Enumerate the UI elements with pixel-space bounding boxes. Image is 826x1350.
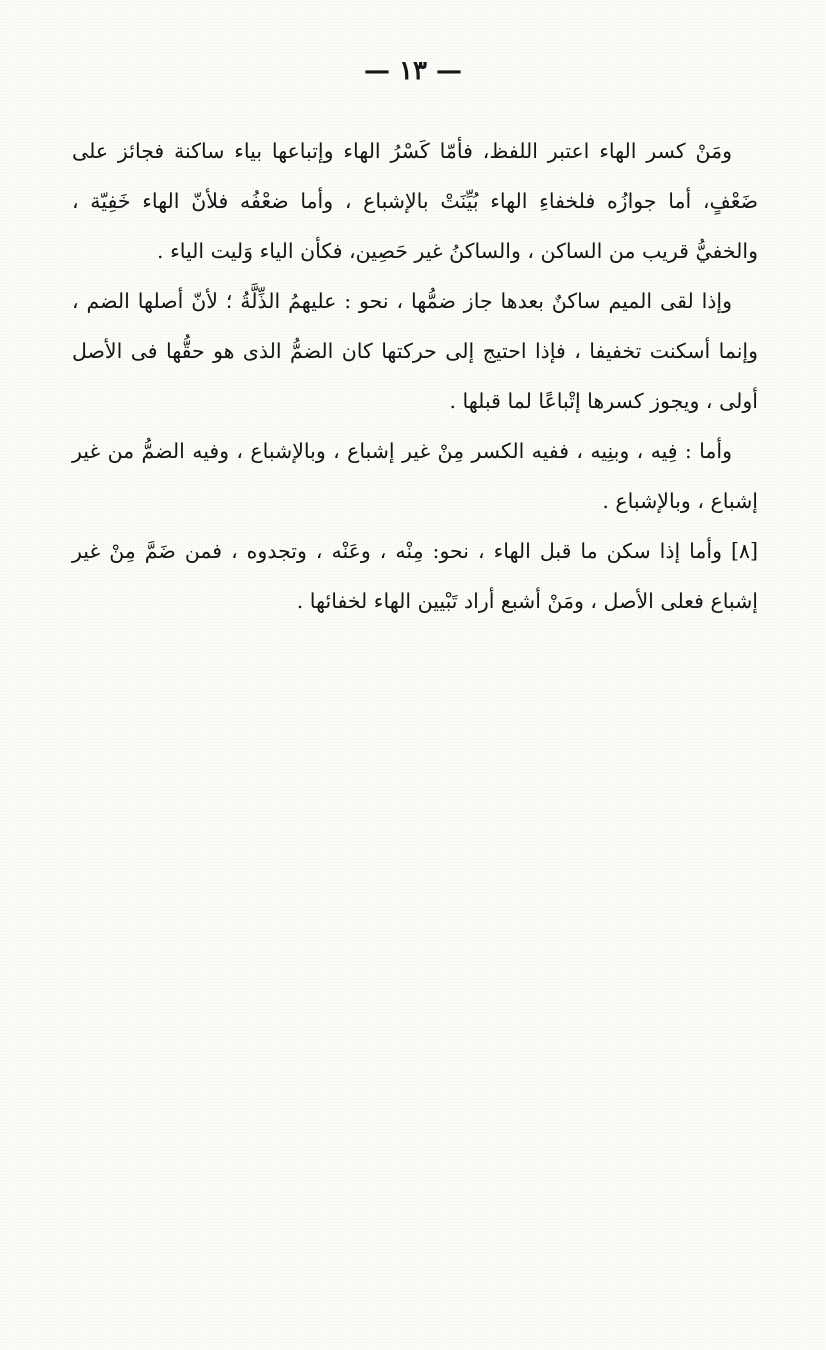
page-number: — ١٣ —	[363, 56, 463, 86]
body-text	[72, 126, 758, 626]
paragraph-3: وأما : فِيه ، وبنِيه ، ففيه الكسر مِنْ غير إشباع ، وبالإشباع ، وفيه الضمُّ من غير إشباع ، وبالإشباع .	[72, 439, 758, 513]
paragraph-4-section-8: [٨] وأما إذا سكن ما قبل الهاء ، نحو: مِنْه ، وعَنْه ، وتجدوه ، فمن ضَمَّ مِنْ غير إشباع فعلى الأصل ، ومَنْ أشبع أراد تَبْيين الهاء لخفائها .	[72, 539, 758, 613]
paragraph-1: ومَنْ كسر الهاء اعتبر اللفظ، فأمّا كَسْرُ الهاء وإتباعها بياء ساكنة فجائز على ضَعْفٍ، أما جوازُه فلخفاءِ الهاء بُيِّنَتْ بالإشباع ، وأما ضعْفُه فلأنّ الهاء خَفِيّة ، والخفيُّ قريب من الساكن ، والساكنُ غير حَصِين، فكأن الياء وَليت الياء .	[72, 139, 758, 263]
paragraph-2: وإذا لقى الميم ساكنٌ بعدها جاز ضمُّها ، نحو : عليهمُ الذِّلَّةُ ؛ لأنّ أصلها الضم ، وإنما أسكنت تخفيفا ، فإذا احتيج إلى حركتها كان الضمُّ الذى هو حقُّها فى الأصل أولى ، ويجوز كسرها إتْباعًا لما قبلها .	[72, 289, 758, 413]
